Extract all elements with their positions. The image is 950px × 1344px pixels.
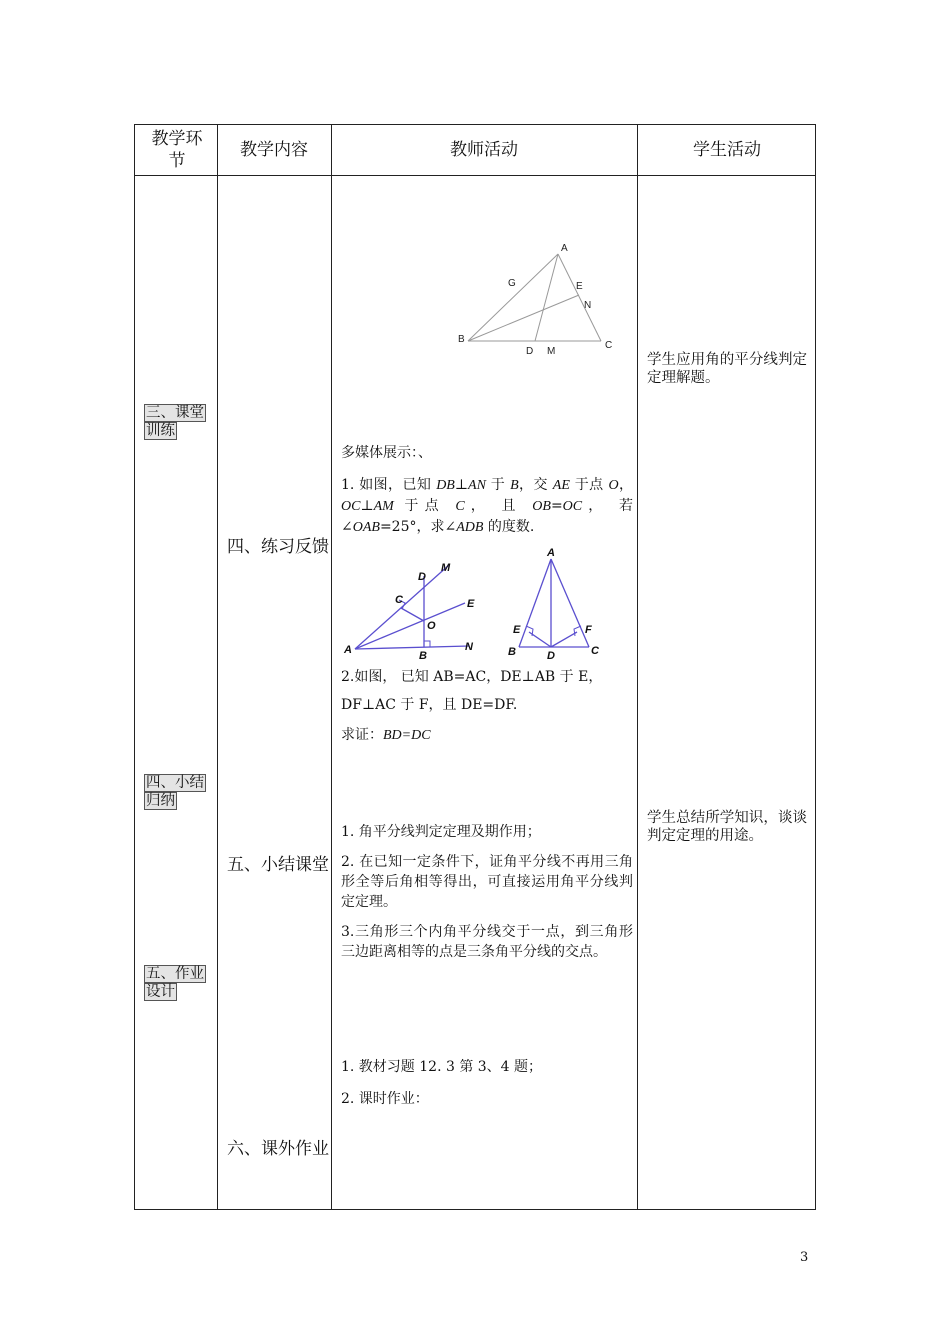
header-stage: 教学环节 xyxy=(151,129,203,171)
homework-item: 1. 教材习题 12. 3 第 3、4 题； xyxy=(341,1059,543,1075)
fig2-label-c: C xyxy=(395,594,403,606)
summary-item: 1. 角平分线判定定理及期作用； xyxy=(341,824,541,840)
stage-summary: 四、小结归纳 xyxy=(146,775,204,809)
fig2-label-o: O xyxy=(427,620,436,632)
fig2-label-a: A xyxy=(344,644,352,656)
student-practice: 学生应用角的平分线判定定理解题。 xyxy=(647,352,807,386)
fig3-label-d: D xyxy=(547,650,555,661)
fig1-label-m: M xyxy=(547,346,556,357)
fig3-label-a: A xyxy=(547,547,555,559)
teacher-multimedia: 多媒体展示：、 xyxy=(341,445,432,461)
problem-2-line-2: DF⊥AC 于 F，且 DE=DF. xyxy=(341,697,518,713)
fig2-label-e: E xyxy=(467,598,475,610)
right-angle-b xyxy=(424,641,430,647)
fig1-label-c: C xyxy=(605,340,613,351)
content-feedback: 四、练习反馈 xyxy=(227,537,329,557)
page-number: 3 xyxy=(800,1250,809,1265)
summary-item: 2. 在已知一定条件下，证角平分线不再用三角形全等后角相等得出，可直接运用角平分线判定定理。 xyxy=(341,854,633,910)
figure-isosceles xyxy=(505,545,605,661)
segment-co xyxy=(401,608,424,621)
fig2-label-m: M xyxy=(441,562,451,574)
column-divider xyxy=(217,125,218,1209)
figure-triangle-abc xyxy=(451,237,631,357)
segment-ac xyxy=(551,559,589,647)
header-teacher: 教师活动 xyxy=(450,140,518,160)
fig1-label-b: B xyxy=(458,334,465,345)
segment-ac xyxy=(558,254,601,341)
homework-item: 2. 课时作业： xyxy=(341,1091,429,1107)
lesson-table xyxy=(134,124,816,1210)
fig1-label-n: N xyxy=(584,300,592,311)
teacher-problem-2 xyxy=(341,667,633,752)
fig3-label-c: C xyxy=(591,645,599,657)
fig1-label-e: E xyxy=(576,281,583,292)
teacher-homework xyxy=(341,1057,633,1115)
segment-be xyxy=(468,295,579,341)
stage-practice: 三、课堂训练 xyxy=(146,405,204,439)
fig2-label-b: B xyxy=(419,650,427,662)
header-divider xyxy=(135,175,815,176)
content-summary: 五、小结课堂 xyxy=(227,855,329,875)
fig3-label-f: F xyxy=(585,624,592,636)
fig2-label-n: N xyxy=(465,641,473,653)
summary-item: 3.三角形三个内角平分线交于一点，到三角形三边距离相等的点是三条角平分线的交点。 xyxy=(341,924,633,960)
teacher-problem-1: 1. 如图，已知 DB⊥AN 于 B，交 AE 于点 O， OC⊥AM 于点 C， 且 OB=OC， 若∠OAB=25°，求∠ADB 的度数. xyxy=(341,477,633,535)
header-student: 学生活动 xyxy=(693,140,761,160)
column-divider xyxy=(331,125,332,1209)
ray-am xyxy=(355,565,449,649)
figure-angle-bisector xyxy=(341,553,491,663)
content-extra: 六、课外作业 xyxy=(227,1139,329,1159)
right-angle-e xyxy=(526,626,533,636)
segment-ad xyxy=(535,254,558,341)
stage-homework: 五、作业设计 xyxy=(146,966,204,1000)
problem-2-line-1: 2.如图， 已知 AB=AC，DE⊥AB 于 E， xyxy=(341,669,603,685)
column-divider xyxy=(637,125,638,1209)
teacher-summary xyxy=(341,822,633,968)
fig1-label-d: D xyxy=(526,346,534,357)
segment-df xyxy=(551,632,577,647)
fig2-label-d: D xyxy=(418,571,426,583)
header-content: 教学内容 xyxy=(240,140,308,160)
fig3-label-e: E xyxy=(513,624,521,636)
fig3-label-b: B xyxy=(508,646,516,658)
segment-ab xyxy=(468,254,558,341)
fig1-label-g: G xyxy=(508,278,516,289)
proof-statement: 求证：BD=DC xyxy=(341,727,431,743)
segment-ab xyxy=(519,559,551,647)
student-summary: 学生总结所学知识，谈谈判定定理的用途。 xyxy=(647,810,807,844)
ray-ae xyxy=(355,603,465,649)
fig1-label-a: A xyxy=(561,243,568,254)
ray-an xyxy=(355,646,469,649)
